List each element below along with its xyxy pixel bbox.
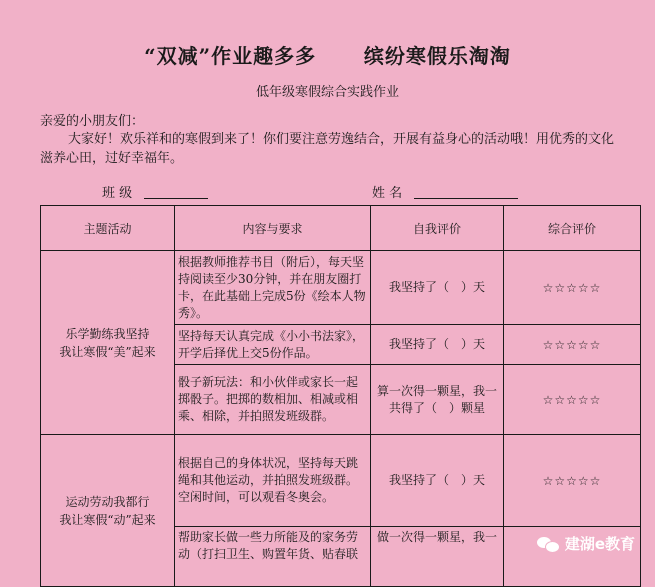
content-cell: 坚持每天认真完成《小小书法家》，开学后择优上交5份作品。 xyxy=(175,325,371,365)
class-label: 班 级 xyxy=(102,186,133,201)
header-theme: 主题活动 xyxy=(41,206,175,251)
theme-line: 运动劳动我都行 xyxy=(65,494,150,509)
document-subtitle: 低年级寒假综合实践作业 xyxy=(255,85,399,100)
title-part-2: 缤纷寒假乐淘淘 xyxy=(363,44,511,68)
content-cell: 骰子新玩法：和小伙伴或家长一起掷骰子。把掷的数相加、相减或相乘、相除，并拍照发班级群。 xyxy=(175,365,371,435)
star-rating: ☆☆☆☆☆ xyxy=(504,435,641,527)
activity-table xyxy=(40,205,641,587)
intro-paragraph: 大家好！欢乐祥和的寒假到来了！你们要注意劳逸结合，开展有益身心的活动哦！用优秀的文化滋养心田，过好幸福年。 xyxy=(40,132,615,166)
content-cell: 根据自己的身体状况，坚持每天跳绳和其他运动，并拍照发班级群。空闲时间，可以观看冬奥会。 xyxy=(175,435,371,527)
table-row xyxy=(41,435,641,527)
document-title xyxy=(0,40,655,69)
table-header-row xyxy=(41,206,641,251)
star-rating: ☆☆☆☆☆ xyxy=(504,365,641,435)
student-info-row xyxy=(102,182,622,200)
greeting: 亲爱的小朋友们： xyxy=(40,114,145,129)
name-blank xyxy=(414,198,518,199)
watermark xyxy=(537,533,635,554)
content-cell: 帮助家长做一些力所能及的家务劳动（打扫卫生、购置年货、贴春联 xyxy=(175,527,371,587)
self-eval-cell: 算一次得一颗星，我一共得了（ ）颗星 xyxy=(371,365,504,435)
header-overall-eval: 综合评价 xyxy=(504,206,641,251)
star-rating: ☆☆☆☆☆ xyxy=(504,251,641,325)
theme-line: 我让寒假“动”起来 xyxy=(59,512,156,527)
self-eval-cell: 我坚持了（ ）天 xyxy=(371,325,504,365)
theme-line: 乐学勤练我坚持 xyxy=(65,326,150,341)
self-eval-cell: 我坚持了（ ）天 xyxy=(371,435,504,527)
name-label: 姓 名 xyxy=(372,186,403,201)
self-eval-cell: 我坚持了（ ）天 xyxy=(371,251,504,325)
header-content: 内容与要求 xyxy=(175,206,371,251)
title-part-1: “双减”作业趣多多 xyxy=(144,44,317,68)
star-rating: ☆☆☆☆☆ xyxy=(504,325,641,365)
table-row xyxy=(41,251,641,325)
wechat-icon xyxy=(537,535,559,553)
header-self-eval: 自我评价 xyxy=(371,206,504,251)
theme-cell xyxy=(41,251,175,435)
content-cell: 根据教师推荐书目（附后），每天坚持阅读至少30分钟，并在朋友圈打卡，在此基础上完成5份《绘本人物秀》。 xyxy=(175,251,371,325)
self-eval-cell: 做一次得一颗星，我一 xyxy=(371,527,504,587)
watermark-text: 建湖e教育 xyxy=(564,535,635,553)
theme-line: 我让寒假“美”起来 xyxy=(59,344,156,359)
class-blank xyxy=(144,198,208,199)
